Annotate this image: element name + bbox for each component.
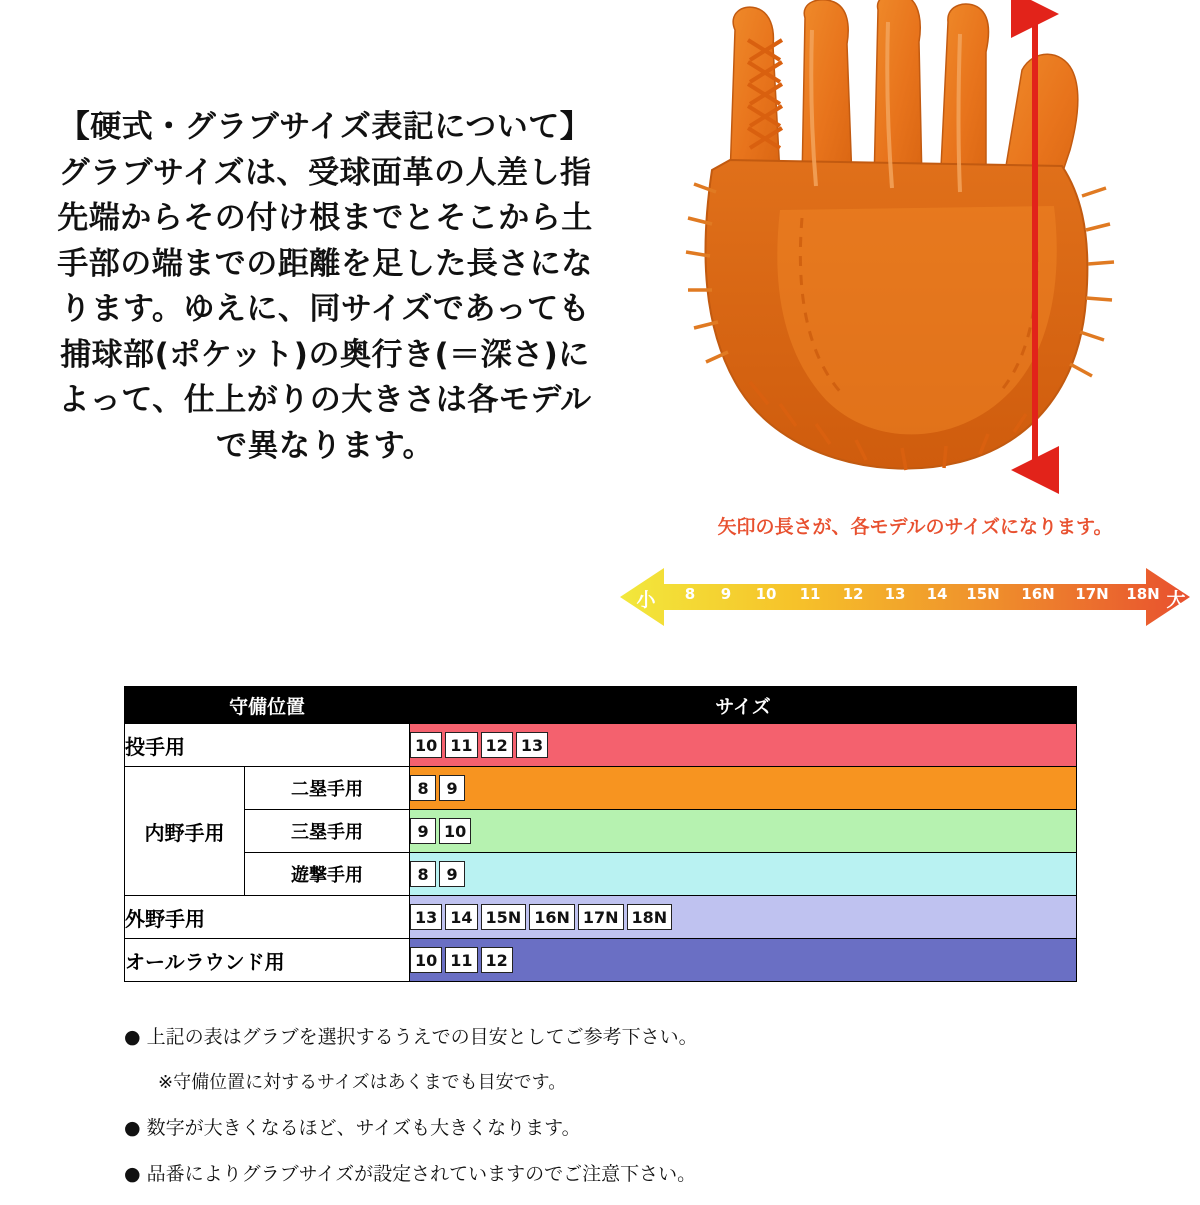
glove-caption: 矢印の長さが、各モデルのサイズになります。: [717, 516, 1113, 538]
table-row: [125, 896, 1077, 939]
description-line: 【硬式・グラブサイズ表記について】: [58, 109, 592, 145]
note-item: ● 数字が大きくなるほど、サイズも大きくなります。: [124, 1117, 581, 1139]
size-table: [124, 686, 1077, 982]
size-chip: 12: [481, 947, 513, 973]
scale-value: 8: [684, 585, 696, 603]
description-line: で異なります。: [215, 427, 435, 464]
size-chip: 10: [439, 818, 471, 844]
table-row: [125, 810, 1077, 853]
size-scale-values: [620, 562, 1190, 632]
row-sizes: [410, 896, 1077, 939]
table-row: [125, 853, 1077, 896]
row-subposition: 三塁手用: [245, 810, 410, 853]
size-chip: 10: [410, 732, 442, 758]
scale-value: 18N: [1126, 585, 1160, 603]
table-row: [125, 939, 1077, 982]
notes-section: [124, 1022, 1124, 1205]
size-chip: 16N: [529, 904, 575, 930]
row-position: 投手用: [125, 724, 410, 767]
size-chip: 10: [410, 947, 442, 973]
size-chip: 17N: [578, 904, 624, 930]
size-chip: 9: [439, 775, 465, 801]
scale-value: 12: [842, 585, 864, 603]
scale-value: 10: [755, 585, 777, 603]
scale-value: 14: [926, 585, 948, 603]
row-sizes: [410, 810, 1077, 853]
description-text: [10, 105, 640, 470]
description-line: 手部の端までの距離を足した長さにな: [57, 245, 593, 282]
size-chip: 9: [439, 861, 465, 887]
size-scale-bar: [620, 562, 1190, 632]
size-chip: 11: [445, 732, 477, 758]
description-line: 先端からその付け根までとそこから土: [57, 200, 593, 237]
row-sizes: [410, 939, 1077, 982]
description-line: 捕球部(ポケット)の奥行き(＝深さ)に: [60, 336, 590, 373]
size-chip: 14: [445, 904, 477, 930]
scale-value: 9: [720, 585, 732, 603]
note-item: ● 品番によりグラブサイズが設定されていますのでご注意下さい。: [124, 1163, 697, 1185]
note-item: ※守備位置に対するサイズはあくまでも目安です。: [158, 1072, 567, 1093]
size-chip: 13: [410, 904, 442, 930]
size-table-wrap: [124, 686, 1076, 982]
size-chip: 18N: [627, 904, 673, 930]
description-line: グラブサイズは、受球面革の人差し指: [58, 154, 592, 191]
row-sizes: [410, 767, 1077, 810]
table-row: [125, 724, 1077, 767]
scale-value: 17N: [1075, 585, 1109, 603]
header-size: サイズ: [410, 687, 1077, 724]
row-subposition: 二塁手用: [245, 767, 410, 810]
size-chip: 11: [445, 947, 477, 973]
table-row: [125, 767, 1077, 810]
glove-illustration: [630, 0, 1200, 500]
size-chip: 15N: [481, 904, 527, 930]
scale-value: 15N: [966, 585, 1000, 603]
row-subposition: 遊撃手用: [245, 853, 410, 896]
row-position: オールラウンド用: [125, 939, 410, 982]
scale-value: 16N: [1021, 585, 1055, 603]
scale-label-small: 小: [636, 589, 656, 611]
size-chip: 9: [410, 818, 436, 844]
size-chip: 8: [410, 775, 436, 801]
size-chip: 12: [481, 732, 513, 758]
row-position: 内野手用: [125, 767, 245, 896]
scale-value: 11: [799, 585, 821, 603]
row-sizes: [410, 853, 1077, 896]
header-position: 守備位置: [125, 687, 410, 724]
note-item: ● 上記の表はグラブを選択するうえでの目安としてご参考下さい。: [124, 1026, 698, 1048]
description-line: よって、仕上がりの大きさは各モデル: [58, 382, 592, 419]
row-position: 外野手用: [125, 896, 410, 939]
table-header-row: [125, 687, 1077, 724]
size-chip: 13: [516, 732, 548, 758]
description-line: ります。ゆえに、同サイズであっても: [59, 291, 591, 328]
scale-value: 13: [884, 585, 906, 603]
row-sizes: [410, 724, 1077, 767]
size-chip: 8: [410, 861, 436, 887]
scale-label-large: 大: [1166, 589, 1186, 611]
